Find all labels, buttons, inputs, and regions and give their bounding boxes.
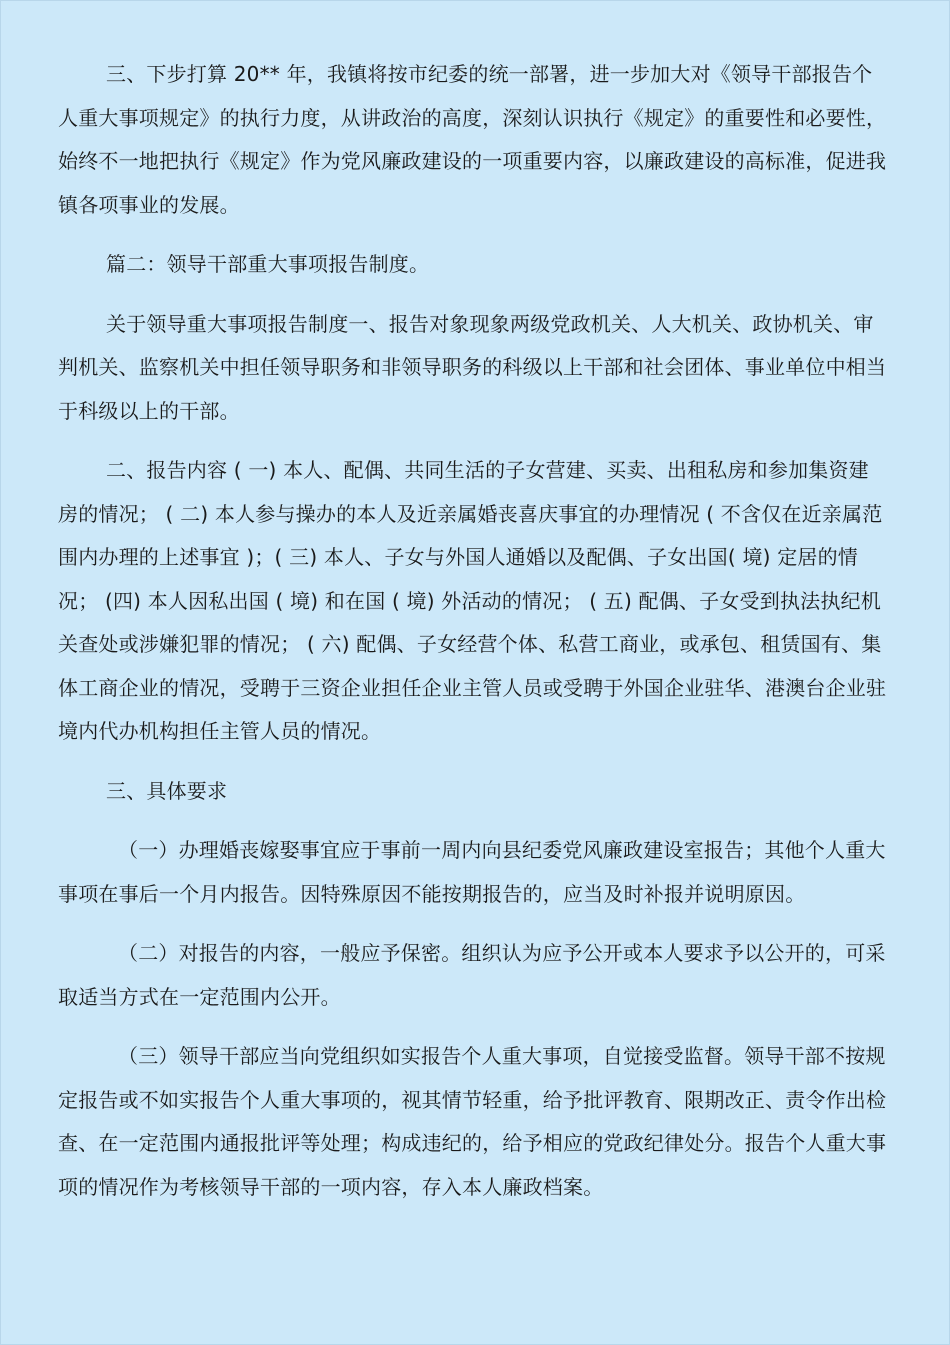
document-body (58, 53, 888, 1209)
paragraph-requirement-2: （二）对报告的内容，一般应予保密。组织认为应予公开或本人要求予以公开的，可采取适当方式在一定范围内公开。 (58, 941, 886, 1009)
paragraph-gap (58, 227, 888, 243)
paragraph-next-steps: 三、下步打算 20** 年，我镇将按市纪委的统一部署，进一步加大对《领导干部报告个人重大事项规定》的执行力度，从讲政治的高度，深刻认识执行《规定》的重要性和必要性，始终不一地把执行《规定》作为党风廉政建设的一项重要内容，以廉政建设的高标准，促进我镇各项事业的发展。 (58, 62, 887, 217)
paragraph-gap (58, 287, 888, 303)
paragraph-gap (58, 916, 888, 932)
paragraph-section-heading: 篇二：领导干部重大事项报告制度。 (106, 252, 430, 276)
paragraph-requirement-3: （三）领导干部应当向党组织如实报告个人重大事项，自觉接受监督。领导干部不按规定报告或不如实报告个人重大事项的，视其情节轻重，给予批评教育、限期改正、责令作出检查、在一定范围内通报批评等处理；构成违纪的，给予相应的党政纪律处分。报告个人重大事项的情况作为考核领导干部的一项内容，存入本人廉政档案。 (58, 1044, 887, 1199)
paragraph-gap (58, 433, 888, 449)
paragraph-report-subjects: 关于领导重大事项报告制度一、报告对象现象两级党政机关、人大机关、政协机关、审判机关、监察机关中担任领导职务和非领导职务的科级以上干部和社会团体、事业单位中相当于科级以上的干部。 (58, 311, 887, 423)
paragraph-requirement-1: （一）办理婚丧嫁娶事宜应于事前一周内向县纪委党风廉政建设室报告；其他个人重大事项在事后一个月内报告。因特殊原因不能按期报告的，应当及时补报并说明原因。 (58, 838, 886, 906)
paragraph-requirements-heading: 三、具体要求 (106, 778, 228, 803)
paragraph-gap (58, 1019, 888, 1035)
paragraph-gap (58, 813, 888, 829)
paragraph-report-contents: 二、报告内容 ( 一) 本人、配偶、共同生活的子女营建、买卖、出租私房和参加集资建房的情况； ( 二) 本人参与操办的本人及近亲属婚丧喜庆事宜的办理情况 ( 不含仅在近亲属范围内办理的上述事宜 )；( 三) 本人、子女与外国人通婚以及配偶、子女出国( 境) 定居的情况； (四) 本人因私出国 ( 境) 和在国 ( 境) 外活动的情况； ( 五) 配偶、子女受到执法执纪机关查处或涉嫌犯罪的情况； ( 六) 配偶、子女经营个体、私营工商业，或承包、租赁国有、集体工商企业的情况，受聘于三资企业担任企业主管人员或受聘于外国企业驻华、港澳台企业驻境内代办机构担任主管人员的情况。 (58, 458, 887, 743)
paragraph-gap (58, 754, 888, 770)
